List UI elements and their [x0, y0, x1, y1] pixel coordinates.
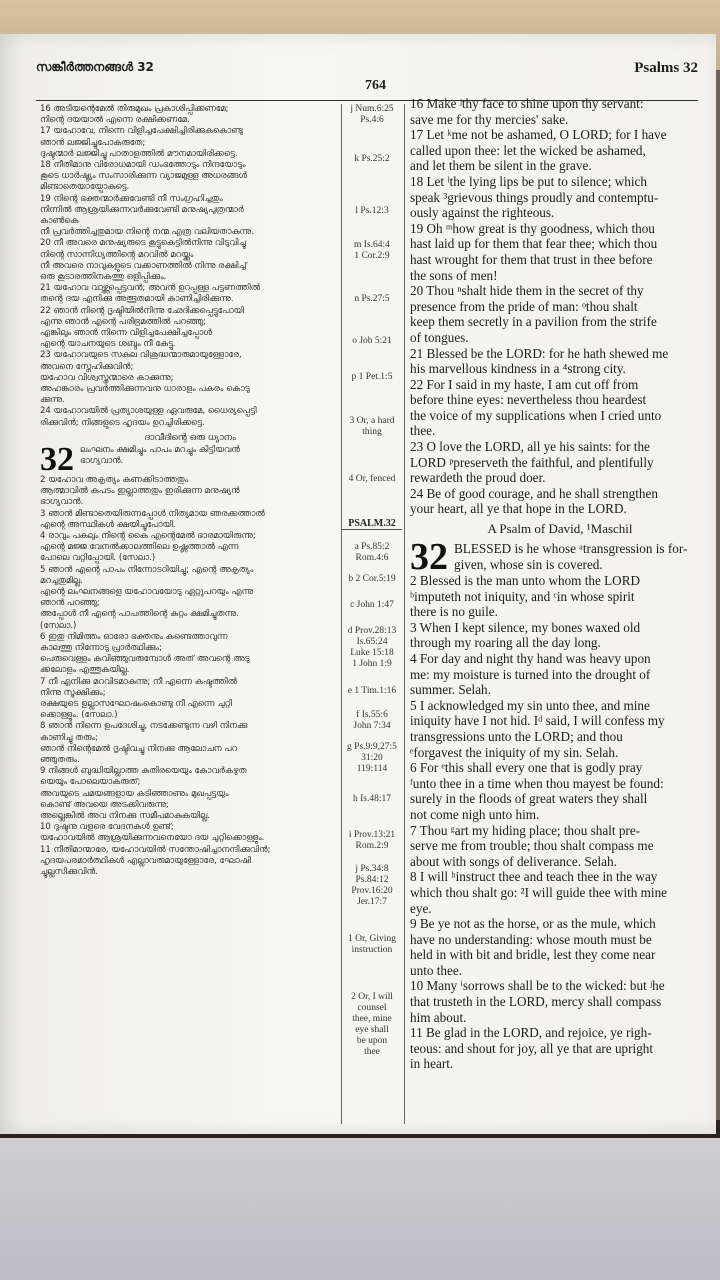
- cross-reference: k Ps.25:2: [354, 154, 390, 164]
- verse-line: 19 Oh ᵐhow great is thy goodness, which thou: [410, 220, 655, 236]
- verse-line: 16 Make ʲthy face to shine upon thy servant:: [410, 96, 644, 111]
- verse-line: 17 യഹോവേ, നിന്നെ വിളിച്ചപേക്ഷിച്ചിരിക്കുകകൊണ്ടു: [40, 126, 243, 137]
- chapter-number: 32: [40, 440, 74, 478]
- verse-line: teous: and shout for joy, all ye that are upright: [410, 1040, 654, 1056]
- cross-reference: n Ps.27:5: [354, 294, 390, 304]
- verse-line: given, whose sin is covered.: [454, 556, 603, 572]
- verse-line: presence from the pride of man: ᵒthou shalt: [410, 298, 638, 314]
- verse-line: hast laid up for them that fear thee; which thou: [410, 236, 658, 252]
- running-title-malayalam: സങ്കീർത്തനങ്ങൾ 32: [36, 60, 154, 74]
- cross-reference: d Prov.28:13 Is.65:24 Luke 15:18 1 John 1:9: [347, 626, 397, 669]
- verse-line: തന്റെ ദയ എനിക്കു അത്ഭുതമായി കാണിച്ചിരിക്കുന്നു.: [40, 294, 234, 305]
- verse-line: പെരുവെള്ളം കവിഞ്ഞുവരുമ്പോൾ അത് അവന്റെ അടു: [40, 654, 250, 665]
- verse-line: and let them be silent in the grave.: [410, 158, 592, 174]
- verse-line: LORD ᵖpreserveth the faithful, and plentifully: [410, 454, 654, 470]
- verse-line: 17 Let ᵏme not be ashamed, O LORD; for I have: [410, 127, 667, 143]
- cross-reference: p 1 Pet.1:5: [351, 372, 393, 382]
- verse-line: keep them secretly in a pavilion from the strife: [410, 314, 657, 330]
- reference-heading: PSALM.32: [342, 518, 402, 530]
- verse-line: എന്റെ മജ്ജ വേനൽക്കാലത്തിലെ ഉഷ്ണത്താൽ എന്ന: [40, 542, 239, 553]
- verse-line: നീ അവരെ നാവുകളുടെ വക്കാണത്തിൽ നിന്നു രക്ഷിച്ച്: [40, 260, 247, 271]
- psalm-title: A Psalm of David, ¹Maschil: [487, 521, 633, 537]
- verse-line: summer. Selah.: [410, 682, 491, 698]
- chapter-opening: [410, 536, 710, 579]
- verse-line: 18 Let ˡthe lying lips be put to silence; which: [410, 173, 647, 189]
- chapter-first-lines: [454, 541, 710, 572]
- verse-line: ᵇimputeth not iniquity, and ᶜin whose spirit: [410, 588, 635, 604]
- verse-line: 10 ദുഷ്ടനു വളരെ വേദനകൾ ഉണ്ട്;: [40, 822, 174, 833]
- table-surface-bottom: [0, 1130, 720, 1280]
- verse-line: കൂടെ ധാർഷ്ട്യം സംസാരിക്കുന്ന വ്യാജമുള്ള അധരങ്ങൾ: [40, 171, 248, 182]
- verse-line: ലംഘനം ക്ഷമിച്ചും പാപം മറച്ചും കിട്ടിയവൻ: [80, 444, 240, 455]
- verse-line: ച്ചുല്ലസിക്കുവിൻ.: [40, 867, 98, 877]
- verse-line: 18 നീതിമാനു വിരോധമായി ഡംഭത്തോടും നിന്ദയോടും: [40, 160, 246, 171]
- cross-reference: c John 1:47: [350, 600, 394, 610]
- verse-line: ഞാൻ ലജ്ജിച്ചുപോകരുതേ;: [40, 137, 146, 148]
- verse-line: (സേലാ.): [40, 620, 77, 631]
- verse-line: ഭാഗ്യവാൻ.: [80, 456, 124, 467]
- verse-line: transgressions unto the LORD; and thou: [410, 728, 623, 744]
- verse-line: 9 നിങ്ങൾ ബുദ്ധിയില്ലാത്ത കുതിരയെയും കോവർകഴുത: [40, 766, 247, 777]
- verse-line: കാലത്തു നിന്നോടു പ്രാർത്ഥിക്കും;: [40, 642, 162, 653]
- psalm-title: ദാവീദിന്റെ ഒരു ധ്യാനം: [144, 432, 236, 443]
- verse-line: 11 നീതിമാന്മാരേ, യഹോവയിൽ സന്തോഷിച്ചാനന്ദിക്കുവിൻ;: [40, 844, 271, 855]
- verse-line: 23 O love the LORD, all ye his saints: for the: [410, 439, 650, 455]
- verse-line: 5 ഞാൻ എന്റെ പാപം നിന്നോടറിയിച്ചു; എന്റെ അകൃത്യം: [40, 564, 254, 575]
- cross-reference: 4 Or, fenced: [348, 474, 396, 484]
- verse-line: 21 Blessed be the LORD: for he hath shewed me: [410, 345, 669, 361]
- verse-line: 4 രാവും പകലും നിന്റെ കൈ എന്റെമേൽ ഭാരമായിരുന്നു;: [40, 530, 256, 541]
- verse-line: me: my moisture is turned into the drought of: [410, 666, 651, 682]
- verse-line: his marvellous kindness in a ⁴strong city.: [410, 361, 626, 377]
- verse-line: the sons of men!: [410, 267, 498, 283]
- verse-line: speak ³grievous things proudly and contemptu-: [410, 189, 659, 205]
- verse-line: ᵉforgavest the iniquity of my sin. Selah.: [410, 744, 619, 760]
- verse-line: 22 For I said in my haste, I am cut off from: [410, 376, 639, 392]
- verse-line: surely in the floods of great waters they shall: [410, 791, 648, 807]
- verse-line: in heart.: [410, 1056, 454, 1072]
- verse-line: of tongues.: [410, 329, 469, 345]
- verse-line: the voice of my supplications when I cried unto: [410, 407, 662, 423]
- verse-line: ക്കുന്നു.: [40, 395, 65, 406]
- verse-line: 24 Be of good courage, and he shall strengthen: [410, 485, 658, 501]
- verse-line: 21 യഹോവ വാഴ്ത്തപ്പെട്ടവൻ; അവൻ ഉറപ്പുള്ള പട്ടണത്തിൽ: [40, 283, 261, 294]
- verse-line: നിന്നിൽ ആശ്രയിക്കുന്നവർക്കുവേണ്ടി മനുഷ്യപുത്രന്മാർ: [40, 204, 244, 215]
- verse-line: 3 ഞാൻ മിണ്ടാതെയിരുന്നപ്പോൾ നിത്യമായ ഞരക്കത്താൽ: [40, 508, 265, 519]
- verse-line: 2 യഹോവ അകൃത്യം കണക്കിടാത്തതും: [40, 474, 189, 485]
- verse-line: 3 When I kept silence, my bones waxed old: [410, 619, 641, 635]
- verse-line: 4 For day and night thy hand was heavy upon: [410, 651, 651, 666]
- verse-line: your heart, all ye that hope in the LORD.: [410, 501, 627, 517]
- verse-line: ഹൃദയപരമാർത്ഥികൾ എല്ലാവരുമായുള്ളോരേ, ഘോഷി: [40, 855, 251, 866]
- verse-line: അഹങ്കാരം പ്രവർത്തിക്കുന്നവനു ധാരാളം പകരം കൊടു: [40, 384, 250, 395]
- cross-reference: 3 Or, a hard thing: [349, 416, 395, 437]
- verse-line: 9 Be ye not as the horse, or as the mule, which: [410, 916, 656, 932]
- verse-line: ദുഷ്ടന്മാർ ലജ്ജിച്ചു പാതാളത്തിൽ മൗനമായിരിക്കട്ടെ.: [40, 148, 238, 159]
- cross-reference: j Num.6:25 Ps.4:6: [350, 104, 394, 125]
- verse-line: മിണ്ടാതെയായ്പോകട്ടെ.: [40, 182, 130, 193]
- verse-line: 22 ഞാൻ നിന്റെ ദൃഷ്ടിയിൽനിന്നു ഛേദിക്കപ്പെട്ടുപോയി: [40, 305, 244, 316]
- chapter-first-lines: [80, 445, 240, 467]
- verse-line: 24 യഹോവയിൽ പ്രത്യാശയുള്ള ഏവരുമേ, ധൈര്യപ്പെട്ടി: [40, 406, 257, 417]
- verse-line: ഞ്ഞുതരും.: [40, 754, 80, 765]
- verse-line: unto thee.: [410, 962, 463, 978]
- verse-line: rewardeth the proud doer.: [410, 470, 546, 486]
- verse-line: അല്ലെങ്കിൽ അവ നിനക്കു സമീപമാകുകയില്ല.: [40, 810, 210, 821]
- verse-line: 8 ഞാൻ നിന്നെ ഉപദേശിച്ചു, നടക്കേണ്ടുന്ന വഴി നിനക്കു: [40, 721, 248, 732]
- verse-line: ously against the righteous.: [410, 205, 555, 221]
- verse-line: ആത്മാവിൽ കപടം ഇല്ലാത്തതും ഇരിക്കുന്ന മനുഷ്യൻ: [40, 486, 240, 497]
- verse-line: BLESSED is he whose ᵃtransgression is for-: [454, 541, 688, 557]
- verse-line: 10 Many ⁱsorrows shall be to the wicked: but ʲhe: [410, 978, 665, 994]
- malayalam-text-column: [40, 104, 340, 1124]
- cross-reference: i Prov.13:21 Rom.2:9: [348, 830, 396, 851]
- verse-line: 16 അടിയന്റെമേൽ തിരുമുഖം പ്രകാശിപ്പിക്കണമേ;: [40, 104, 229, 114]
- verse-line: thee.: [410, 423, 436, 439]
- verse-line: ഞാൻ പറഞ്ഞു;: [40, 598, 100, 609]
- verse-line: about with songs of deliverance. Selah.: [410, 853, 617, 869]
- column-divider: [404, 104, 405, 1124]
- verse-line: that trusteth in the LORD, mercy shall compass: [410, 994, 662, 1010]
- verse-line: യെയും പോലെയാകരുത്;: [40, 777, 141, 788]
- verse-line: there is no guile.: [410, 604, 498, 620]
- verse-line: നിന്റെ സാന്നിധ്യത്തിന്റെ മറവിൽ മറയ്ക്കും: [40, 249, 194, 260]
- verse-line: ഞാൻ നിന്റെമേൽ ദൃഷ്ടിവച്ചു നിനക്കു ആലോചന പറ: [40, 743, 238, 754]
- verse-line: 5 I acknowledged my sin unto thee, and mine: [410, 697, 650, 713]
- cross-reference: a Ps.85:2 Rom.4:6: [354, 542, 390, 563]
- verse-line: which thou shalt go: ²I will guide thee with mine: [410, 884, 668, 900]
- verse-line: അപ്പോൾ നീ എന്റെ പാപത്തിന്റെ കുറ്റം ക്ഷമിച്ചുതന്നു.: [40, 609, 239, 620]
- page-number: 764: [365, 78, 386, 93]
- verse-line: 2 Blessed is the man unto whom the LORD: [410, 573, 641, 589]
- cross-reference-column: [342, 104, 402, 1124]
- english-text-column: [410, 96, 710, 1126]
- verse-line: എങ്കിലും ഞാൻ നിന്നെ വിളിച്ചപേക്ഷിച്ചപ്പോൾ: [40, 328, 212, 339]
- verse-line: 19 നിന്റെ ഭക്തന്മാർക്കുവേണ്ടി നീ സംഗ്രഹിച്ചതും: [40, 193, 223, 204]
- verse-line: എന്റെ ലംഘനങ്ങളെ യഹോവയോടു ഏറ്റുപറയും എന്നു: [40, 586, 254, 597]
- verse-line: hast wrought for them that trust in thee before: [410, 251, 653, 267]
- verse-line: രക്ഷയുടെ ഉല്ലാസഘോഷംകൊണ്ടു നീ എന്നെ ചുറ്റി: [40, 698, 233, 709]
- verse-line: യഹോവ വിശ്വസ്തന്മാരെ കാക്കുന്നു;: [40, 372, 174, 383]
- verse-line: held in with bit and bridle, lest they come near: [410, 947, 656, 963]
- verse-line: ക്കൊള്ളും. (സേലാ.): [40, 710, 118, 721]
- verse-line: നിന്നു സൂക്ഷിക്കും;: [40, 687, 106, 698]
- verse-line: iniquity have I not hid. Iᵈ said, I will confess my: [410, 713, 665, 729]
- verse-line: ഒരു കൂടാരത്തിനകത്തു ഒളിപ്പിക്കും.: [40, 272, 167, 283]
- verse-line: have no understanding: whose mouth must be: [410, 931, 652, 947]
- verse-line: കാണിച്ചു തരും;: [40, 732, 99, 743]
- verse-line: serve me from trouble; thou shalt compass me: [410, 838, 654, 854]
- verse-line: യഹോവയിൽ ആശ്രയിക്കുന്നവനെയോ ദയ ചുറ്റിക്കൊള്ളും.: [40, 833, 265, 844]
- verse-line: അവനെ സ്നേഹിക്കുവിൻ;: [40, 361, 134, 372]
- cross-reference: l Ps.12:3: [355, 206, 389, 216]
- verse-line: ഭാഗ്യവാൻ.: [40, 497, 84, 508]
- verse-line: eye.: [410, 900, 432, 916]
- verse-line: നിന്റെ ദയയാൽ എന്നെ രക്ഷിക്കണമേ.: [40, 115, 190, 126]
- verse-line: not come nigh unto him.: [410, 806, 540, 822]
- cross-reference: b 2 Cor.5:19: [348, 574, 396, 584]
- cross-reference: g Ps.9:9,27:5 31:20 119:114: [347, 742, 397, 774]
- verse-line: called upon thee: let the wicked be ashamed,: [410, 142, 646, 158]
- verse-line: അവയുടെ ചമയങ്ങളായ കടിഞ്ഞാണും മുഖപ്പട്ടയും: [40, 788, 229, 799]
- chapter-opening: [40, 440, 340, 478]
- verse-line: ക്കലോളം എത്തുകയില്ല.: [40, 665, 130, 676]
- verse-line: 11 Be glad in the LORD, and rejoice, ye righ-: [410, 1025, 652, 1041]
- verse-line: 6 ഇതു നിമിത്തം ഓരോ ഭക്തനും കണ്ടെത്താവുന്ന: [40, 631, 228, 642]
- verse-line: through my roaring all the day long.: [410, 635, 601, 651]
- verse-line: 7 നീ എനിക്കു മറവിടമാകുന്നു; നീ എന്നെ കഷ്ടത്തിൽ: [40, 676, 238, 687]
- chapter-number: 32: [410, 536, 448, 579]
- verse-line: കൊണ്ട് അവയെ അടക്കിവരുന്നു;: [40, 799, 169, 810]
- verse-line: മറച്ചതുമില്ല.: [40, 575, 83, 586]
- verse-line: save me for thy mercies' sake.: [410, 111, 569, 127]
- verse-line: രിക്കുവിൻ; നിങ്ങളുടെ ഹൃദയം ഉറച്ചിരിക്കട്ടെ.: [40, 417, 205, 428]
- verse-line: പോലെ വറ്റിപ്പോയി. (സേലാ.): [40, 553, 156, 564]
- verse-line: കാൺകെ: [40, 216, 79, 227]
- verse-line: before thine eyes: nevertheless thou heardest: [410, 392, 647, 408]
- cross-reference: f Is.55:6 John 7:34: [353, 710, 391, 731]
- running-title-english: Psalms 32: [634, 60, 698, 76]
- verse-line: എന്റെ യാചനയുടെ ശബ്ദം നീ കേട്ടു.: [40, 339, 176, 350]
- cross-reference: o Job 5:21: [352, 336, 392, 346]
- cross-reference: 1 Or, Giving instruction: [348, 934, 396, 955]
- verse-line: 6 For ᵉthis shall every one that is godly pray: [410, 760, 643, 776]
- verse-line: 20 Thou ⁿshalt hide them in the secret of thy: [410, 283, 644, 299]
- verse-line: നീ പ്രവർത്തിച്ചതുമായ നിന്റെ നന്മ എത്ര വലിയതാകുന്നു.: [40, 227, 254, 238]
- verse-line: എന്റെ അസ്ഥികൾ ക്ഷയിച്ചുപോയി.: [40, 519, 176, 530]
- verse-line: 7 Thou ᵍart my hiding place; thou shalt pre-: [410, 822, 641, 838]
- verse-line: എന്നു ഞാൻ എന്റെ പരിഭ്രമത്തിൽ പറഞ്ഞു;: [40, 316, 207, 327]
- verse-line: him about.: [410, 1009, 467, 1025]
- verse-line: 20 നീ അവരെ മനുഷ്യരുടെ കൂട്ടുകെട്ടിൽനിന്നു വിടുവിച്ചു: [40, 238, 246, 249]
- verse-line: 8 I will ʰinstruct thee and teach thee in the way: [410, 869, 658, 885]
- verse-line: 23 യഹോവയുടെ സകല വിശുദ്ധന്മാരുമായുള്ളോരേ,: [40, 350, 242, 361]
- cross-reference: 2 Or, I will counsel thee, mine eye shall be upon thee: [351, 992, 393, 1057]
- cross-reference: j Ps.34:8 Ps.84:12 Prov.16:20 Jer.17:7: [351, 864, 393, 907]
- cross-reference: m Is.64:4 1 Cor.2:9: [354, 240, 390, 261]
- verse-line: ᶠunto thee in a time when thou mayest be found:: [410, 775, 664, 791]
- cross-reference: h Is.48:17: [353, 794, 391, 804]
- cross-reference: e 1 Tim.1:16: [347, 686, 397, 696]
